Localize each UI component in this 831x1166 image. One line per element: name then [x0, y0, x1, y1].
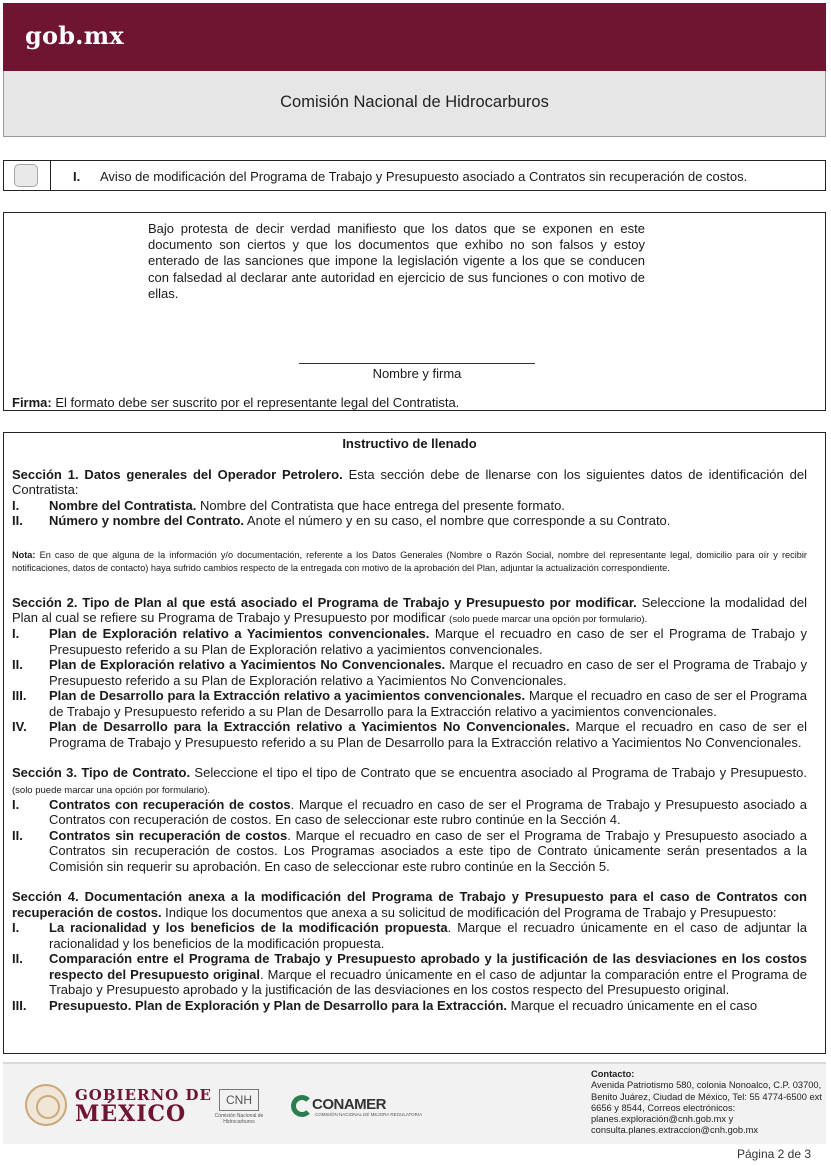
section-4-intro: Sección 4. Documentación anexa a la modificación del Programa de Trabajo y Presupuesto para el caso de Contratos con recuperación de costos. Indique los documentos que anexa a su solicitud de modificación del Programa de Trabajo y Presupuesto: [12, 889, 807, 920]
conamer-logo-subtitle: COMISIÓN NACIONAL DE MEJORA REGULATORIA [315, 1112, 423, 1117]
signature-label: Nombre y firma [372, 366, 462, 381]
footer [3, 1062, 826, 1144]
declaration-text: Bajo protesta de decir verdad manifiesto que los datos que se exponen en este documento son ciertos y que los documentos que exhibo no son falsos y estoy enterado de las sanciones que impone la legislación vigente a los que se conducen con falsedad al declarar ante autoridad en ejercicio de sus funciones o con motivo de ellas. [148, 221, 645, 301]
national-seal-icon [25, 1084, 67, 1126]
contact-info [591, 1069, 823, 1137]
list-item: I. Plan de Exploración relativo a Yacimientos convencionales. Marque el recuadro en caso de ser el Programa de Trabajo y Presupuesto referido a su Plan de Exploración relativo a yacimientos convencionales. [12, 626, 807, 657]
notice-number: I. [73, 169, 81, 184]
firma-note [12, 395, 459, 410]
firma-text: El formato debe ser suscrito por el representante legal del Contratista. [51, 395, 460, 410]
list-item: III. Plan de Desarrollo para la Extracción relativo a yacimientos convencionales. Marque el recuadro en caso de ser el Programa de Trabajo y Presupuesto referido a su Plan de Desarrollo para la Extracción relativo a yacimientos convencionales. [12, 688, 807, 719]
gobmx-logo[interactable]: gob.mx [25, 21, 124, 50]
page-title: Comisión Nacional de Hidrocarburos [280, 93, 549, 111]
conamer-logo: CONAMER [312, 1096, 386, 1113]
list-item: I. Contratos con recuperación de costos. Marque el recuadro en caso de ser el Programa de Trabajo y Presupuesto asociado a Contratos con recuperación de costos. En caso de seleccionar este rubro continúe en la Sección 4. [12, 796, 807, 828]
list-item: I. La racionalidad y los beneficios de la modificación propuesta. Marque el recuadro únicamente en el caso de adjuntar la racionalidad y los beneficios de la modificación propuesta. [12, 920, 807, 951]
list-item: II. Contratos sin recuperación de costos. Marque el recuadro en caso de ser el Programa de Trabajo y Presupuesto asociado a Contratos sin recuperación de costos. Los Programas asociados a este tipo de Contrato únicamente serán presentados a la Comisión sin requerir su aprobación. En caso de seleccionar este rubro continúe en la Sección 5. [12, 827, 807, 874]
declaration-box [3, 212, 826, 411]
divider [50, 161, 51, 190]
list-item: I. Nombre del Contratista. Nombre del Contratista que hace entrega del presente formato. [12, 497, 565, 513]
section-1-note: Nota: En caso de que alguna de la información y/o documentación, referente a los Datos Generales (Nombre o Razón Social, nombre del representante legal, domicilio para oír y recibir notificaciones, datos de contacto) haya sufrido cambios respecto de la entregada con motivo de la aprobación del Plan, adjuntar la actualización correspondiente. [12, 549, 807, 573]
instructions-box [3, 432, 826, 1054]
gobierno-logo-line1: GOBIERNO DE [75, 1086, 212, 1104]
notice-text: Aviso de modificación del Programa de Trabajo y Presupuesto asociado a Contratos sin recuperación de costos. [100, 169, 748, 184]
notice-checkbox[interactable] [14, 164, 38, 187]
header-bar [3, 71, 826, 137]
notice-row [3, 160, 826, 191]
contact-text: Avenida Patriotismo 580, colonia Nonoalco, C.P. 03700, Benito Juárez, Ciudad de México, Tel: 55 4774-6500 ext 6656 y 8544, Correos electrónicos: planes.exploración@cnh.gob.mx y consulta.planes.extraccion@cnh.gob.mx [591, 1080, 822, 1136]
signature-line [299, 363, 535, 364]
contact-label: Contacto: [591, 1069, 635, 1079]
section-1-intro: Sección 1. Datos generales del Operador Petrolero. Esta sección debe de llenarse con los siguientes datos de identificación del Contratista: [12, 466, 807, 497]
list-item: II. Número y nombre del Contrato. Anote el número y en su caso, el nombre que corresponde a su Contrato. [12, 513, 671, 528]
section-2-intro: Sección 2. Tipo de Plan al que está asociado el Programa de Trabajo y Presupuesto por modificar. Seleccione la modalidad del Plan al cual se refiere su Programa de Trabajo y Presupuesto por modificar (solo puede marcar una opción por formulario). [12, 594, 807, 626]
conamer-logo-icon [291, 1095, 313, 1117]
list-item: II. Plan de Exploración relativo a Yacimientos No Convencionales. Marque el recuadro en caso de ser el Programa de Trabajo y Presupuesto referido a su Plan de Exploración relativo a Yacimientos No Convencionales. [12, 657, 807, 688]
gobierno-logo-line2: MÉXICO [75, 1101, 187, 1127]
instructions-heading: Instructivo de llenado [342, 436, 477, 451]
list-item: III. Presupuesto. Plan de Exploración y Plan de Desarrollo para la Extracción. Marque el recuadro únicamente en el caso [12, 997, 758, 1013]
list-item: IV. Plan de Desarrollo para la Extracción relativo a Yacimientos No Convencionales. Marque el recuadro en caso de ser el Programa de Trabajo y Presupuesto referido a su Plan de Desarrollo para la Extracción relativo a Yacimientos No Convencionales. [12, 719, 807, 750]
top-banner [3, 3, 826, 71]
cnh-logo-subtitle: Comisión Nacional de Hidrocarburos [214, 1113, 264, 1125]
cnh-logo: CNH [219, 1089, 259, 1111]
section-3-intro: Sección 3. Tipo de Contrato. Seleccione el tipo el tipo de Contrato que se encuentra asociado al Programa de Trabajo y Presupuesto. (solo puede marcar una opción por formulario). [12, 765, 807, 796]
page-number: Página 2 de 3 [736, 1147, 811, 1161]
firma-label: Firma: [12, 395, 52, 410]
list-item: II. Comparación entre el Programa de Trabajo y Presupuesto aprobado y la justificación de las desviaciones en los costos respecto del Presupuesto original. Marque el recuadro únicamente en el caso de adjuntar la comparación entre el Programa de Trabajo y Presupuesto aprobado y la justificación de las desviaciones en los costos respecto del Presupuesto original. [12, 951, 808, 998]
